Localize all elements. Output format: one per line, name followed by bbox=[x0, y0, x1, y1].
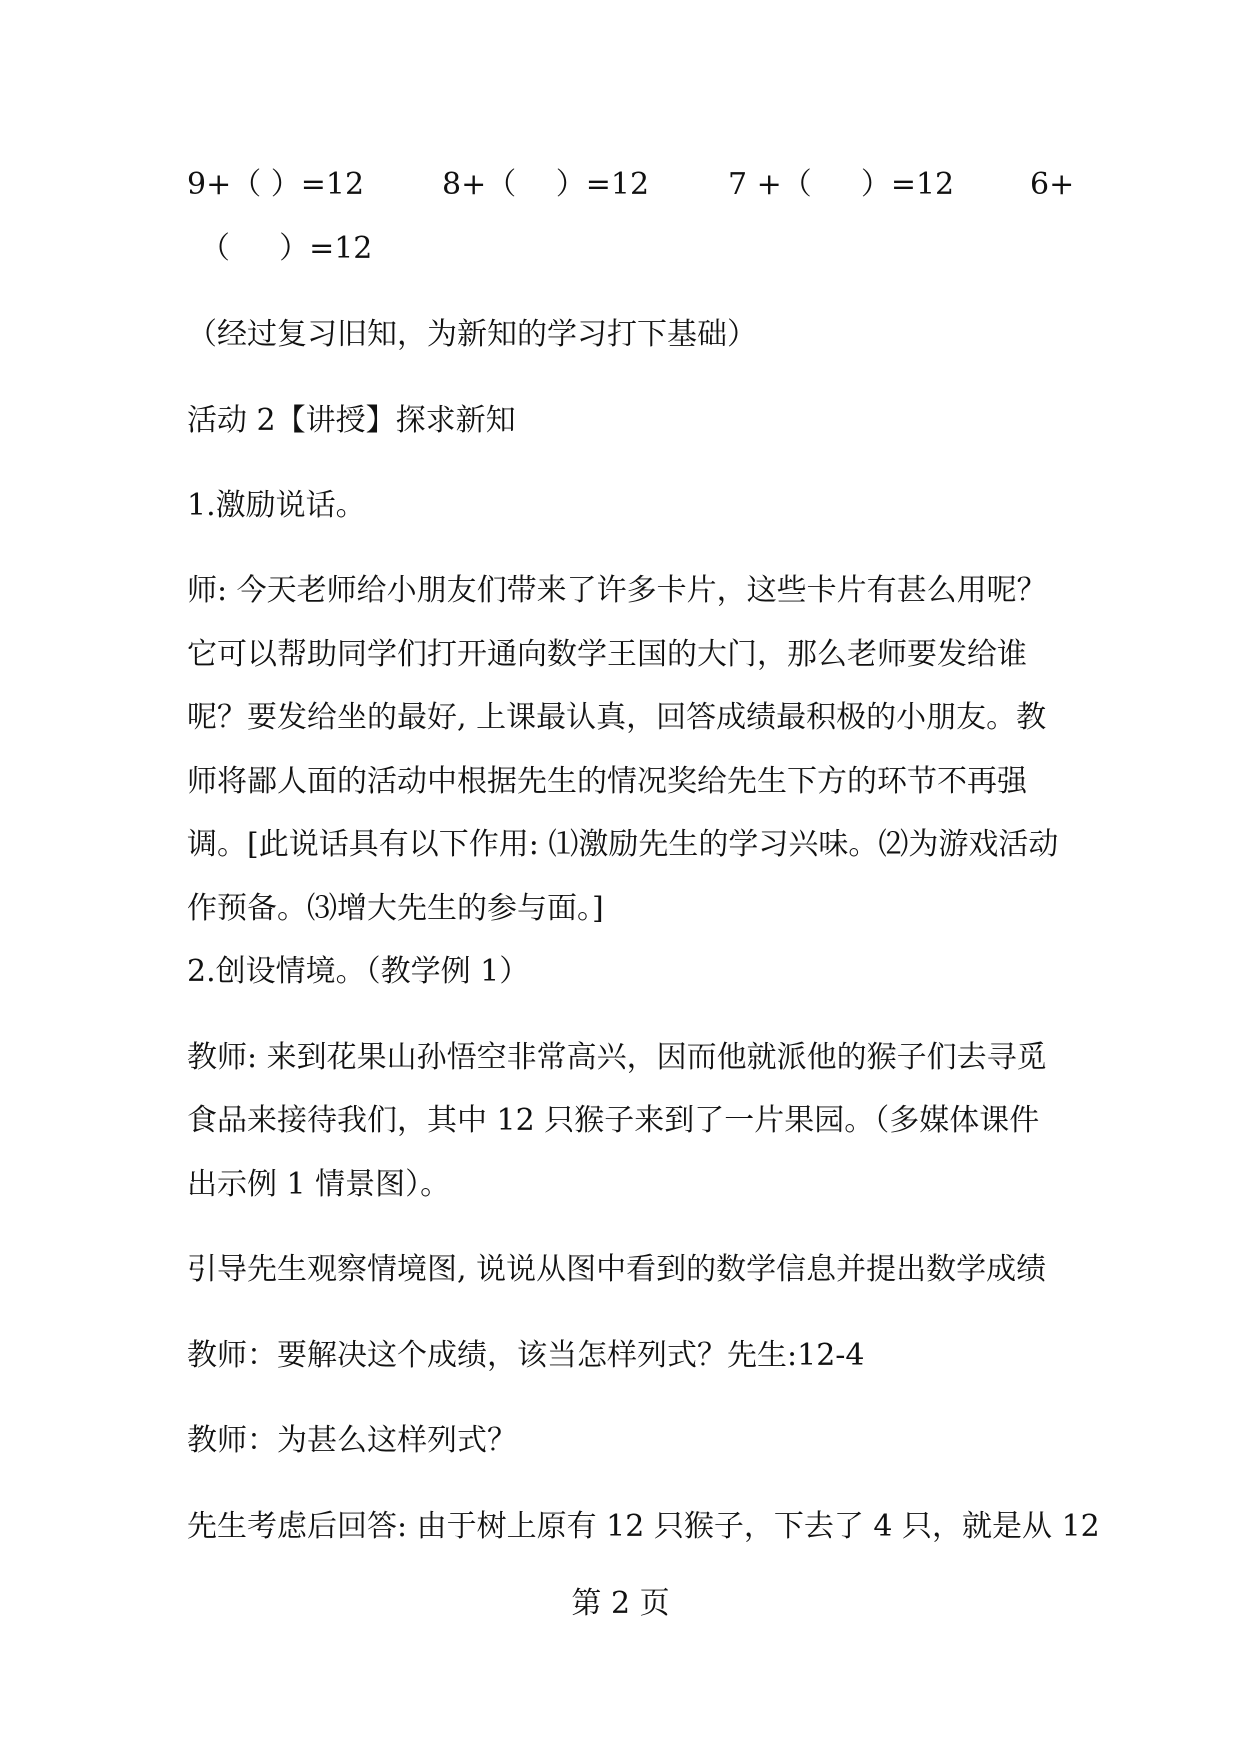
paragraph-line: 食品来接待我们，其中 12 只猴子来到了一片果园。（多媒体课件 bbox=[187, 1103, 1040, 1138]
equation-1: 9+（ ）=12 bbox=[187, 167, 365, 202]
section-heading-1: 1.激励说话。 bbox=[187, 488, 366, 523]
paragraph-line: 先生考虑后回答: 由于树上原有 12 只猴子，下去了 4 只，就是从 12 bbox=[187, 1509, 1100, 1544]
paragraph-line: 呢？要发给坐的最好, 上课最认真，回答成绩最积极的小朋友。教 bbox=[187, 700, 1047, 735]
equation-4: 6+ bbox=[1030, 167, 1075, 202]
paragraph-line: 师: 今天老师给小朋友们带来了许多卡片，这些卡片有甚么用呢？ bbox=[187, 573, 1047, 608]
paragraph-line: 出示例 1 情景图）。 bbox=[187, 1167, 451, 1202]
equation-4-continued: （ ）=12 bbox=[200, 231, 373, 266]
paragraph-line: 作预备。⑶增大先生的参与面。] bbox=[187, 891, 604, 926]
page-number: 第 2 页 bbox=[571, 1586, 670, 1621]
paragraph-line: 师将鄙人面的活动中根据先生的情况奖给先生下方的环节不再强 bbox=[187, 764, 1027, 799]
section-heading-2: 2.创设情境。（教学例 1） bbox=[187, 954, 530, 989]
paragraph-line: 教师：要解决这个成绩，该当怎样列式？先生:12-4 bbox=[187, 1338, 865, 1373]
paragraph-line: 教师：为甚么这样列式？ bbox=[187, 1423, 517, 1458]
equation-3: 7 +（ ）=12 bbox=[728, 167, 955, 202]
equation-2: 8+（ ）=12 bbox=[442, 167, 650, 202]
paragraph-line: 调。[此说话具有以下作用: ⑴激励先生的学习兴味。⑵为游戏活动 bbox=[187, 827, 1059, 862]
paragraph-line: 引导先生观察情境图, 说说从图中看到的数学信息并提出数学成绩 bbox=[187, 1252, 1047, 1287]
activity-heading: 活动 2【讲授】探求新知 bbox=[187, 403, 516, 438]
paragraph-line: 教师: 来到花果山孙悟空非常高兴，因而他就派他的猴子们去寻觅 bbox=[187, 1040, 1047, 1075]
paragraph-line: 它可以帮助同学们打开通向数学王国的大门，那么老师要发给谁 bbox=[187, 637, 1027, 672]
review-note: （经过复习旧知，为新知的学习打下基础） bbox=[187, 317, 757, 352]
